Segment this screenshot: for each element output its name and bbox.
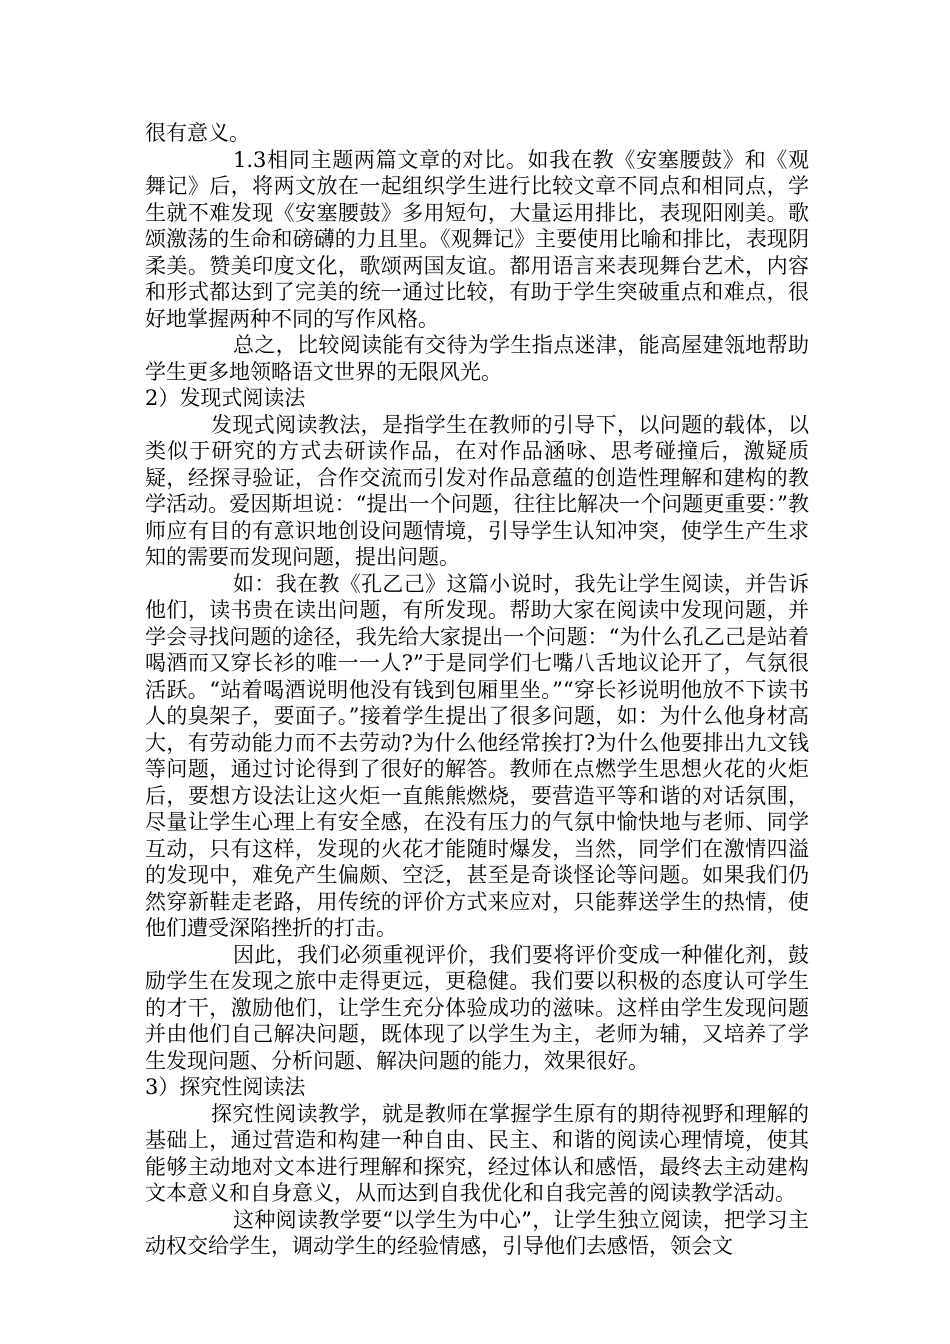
paragraph-summary: 总之，比较阅读能有交待为学生指点迷津，能高屋建瓴地帮助学生更多地领略语文世界的无限风光。: [145, 333, 809, 384]
paragraph-inquiry-definition: 探究性阅读教学，就是教师在掌握学生原有的期待视野和理解的基础上，通过营造和构建一种自由、民主、和谐的阅读心理情境，使其能够主动地对文本进行理解和探究，经过体认和感悟，最终去主动建构文本意义和自身意义，从而达到自我优化和自我完善的阅读教学活动。: [145, 1101, 809, 1205]
paragraph-discovery-definition: 发现式阅读教法，是指学生在教师的引导下，以问题的载体，以类似于研究的方式去研读作品，在对作品涵咏、思考碰撞后，激疑质疑，经探寻验证，合作交流而引发对作品意蕴的创造性理解和建构的教学活动。爱因斯坦说：“提出一个问题，往往比解决一个问题更重要：”教师应有目的有意识地创设问题情境，引导学生认知冲突，使学生产生求知的需要而发现问题，提出问题。: [145, 412, 809, 569]
section-heading-discovery: 2）发现式阅读法: [145, 386, 306, 410]
paragraph-student-centered: 这种阅读教学要“以学生为中心”，让学生独立阅读，把学习主动权交给学生，调动学生的经验情感，引导他们去感悟，领会文: [145, 1207, 809, 1258]
paragraph-continuation: 很有意义。: [145, 121, 250, 145]
paragraph-evaluation: 因此，我们必须重视评价，我们要将评价变成一种催化剂，鼓励学生在发现之旅中走得更远，更稳健。我们要以积极的态度认可学生的才干，激励他们，让学生充分体验成功的滋味。这样由学生发现问题并由他们自己解决问题，既体现了以学生为主，老师为辅，又培养了学生发现问题、分析问题、解决问题的能力，效果很好。: [145, 942, 809, 1073]
document-body: [145, 120, 809, 1260]
paragraph-comparison-example: 1.3相同主题两篇文章的对比。如我在教《安塞腰鼓》和《观舞记》后，将两文放在一起组织学生进行比较文章不同点和相同点，学生就不难发现《安塞腰鼓》多用短句，大量运用排比，表现阳刚美。歌颂激荡的生命和磅礴的力且里。《观舞记》主要使用比喻和排比，表现阴柔美。赞美印度文化，歌颂两国友谊。都用语言来表现舞台艺术，内容和形式都达到了完美的统一通过比较，有助于学生突破重点和难点，很好地掌握两种不同的写作风格。: [145, 147, 809, 331]
paragraph-discovery-example: 如：我在教《孔乙己》这篇小说时，我先让学生阅读，并告诉他们，读书贵在读出问题，有所发现。帮助大家在阅读中发现问题，并学会寻找问题的途径，我先给大家提出一个问题：“为什么孔乙己是站着喝酒而又穿长衫的唯一一人?”于是同学们七嘴八舌地议论开了，气氛很活跃。“站着喝酒说明他没有钱到包厢里坐。”“穿长衫说明他放不下读书人的臭架子，要面子。”接着学生提出了很多问题，如：为什么他身材高大，有劳动能力而不去劳动?为什么他经常挨打?为什么他要排出九文钱等问题，通过讨论得到了很好的解答。教师在点燃学生思想火花的火炬后，要想方设法让这火炬一直熊熊燃烧，要营造平等和谐的对话氛围，尽量让学生心理上有安全感，在没有压力的气氛中愉快地与老师、同学互动，只有这样，发现的火花才能随时爆发，当然，同学们在激情四溢的发现中，难免产生偏颇、空泛，甚至是奇谈怪论等问题。如果我们仍然穿新鞋走老路，用传统的评价方式来应对，只能葬送学生的热情，使他们遭受深陷挫折的打击。: [145, 571, 809, 940]
section-heading-inquiry: 3）探究性阅读法: [145, 1075, 306, 1099]
